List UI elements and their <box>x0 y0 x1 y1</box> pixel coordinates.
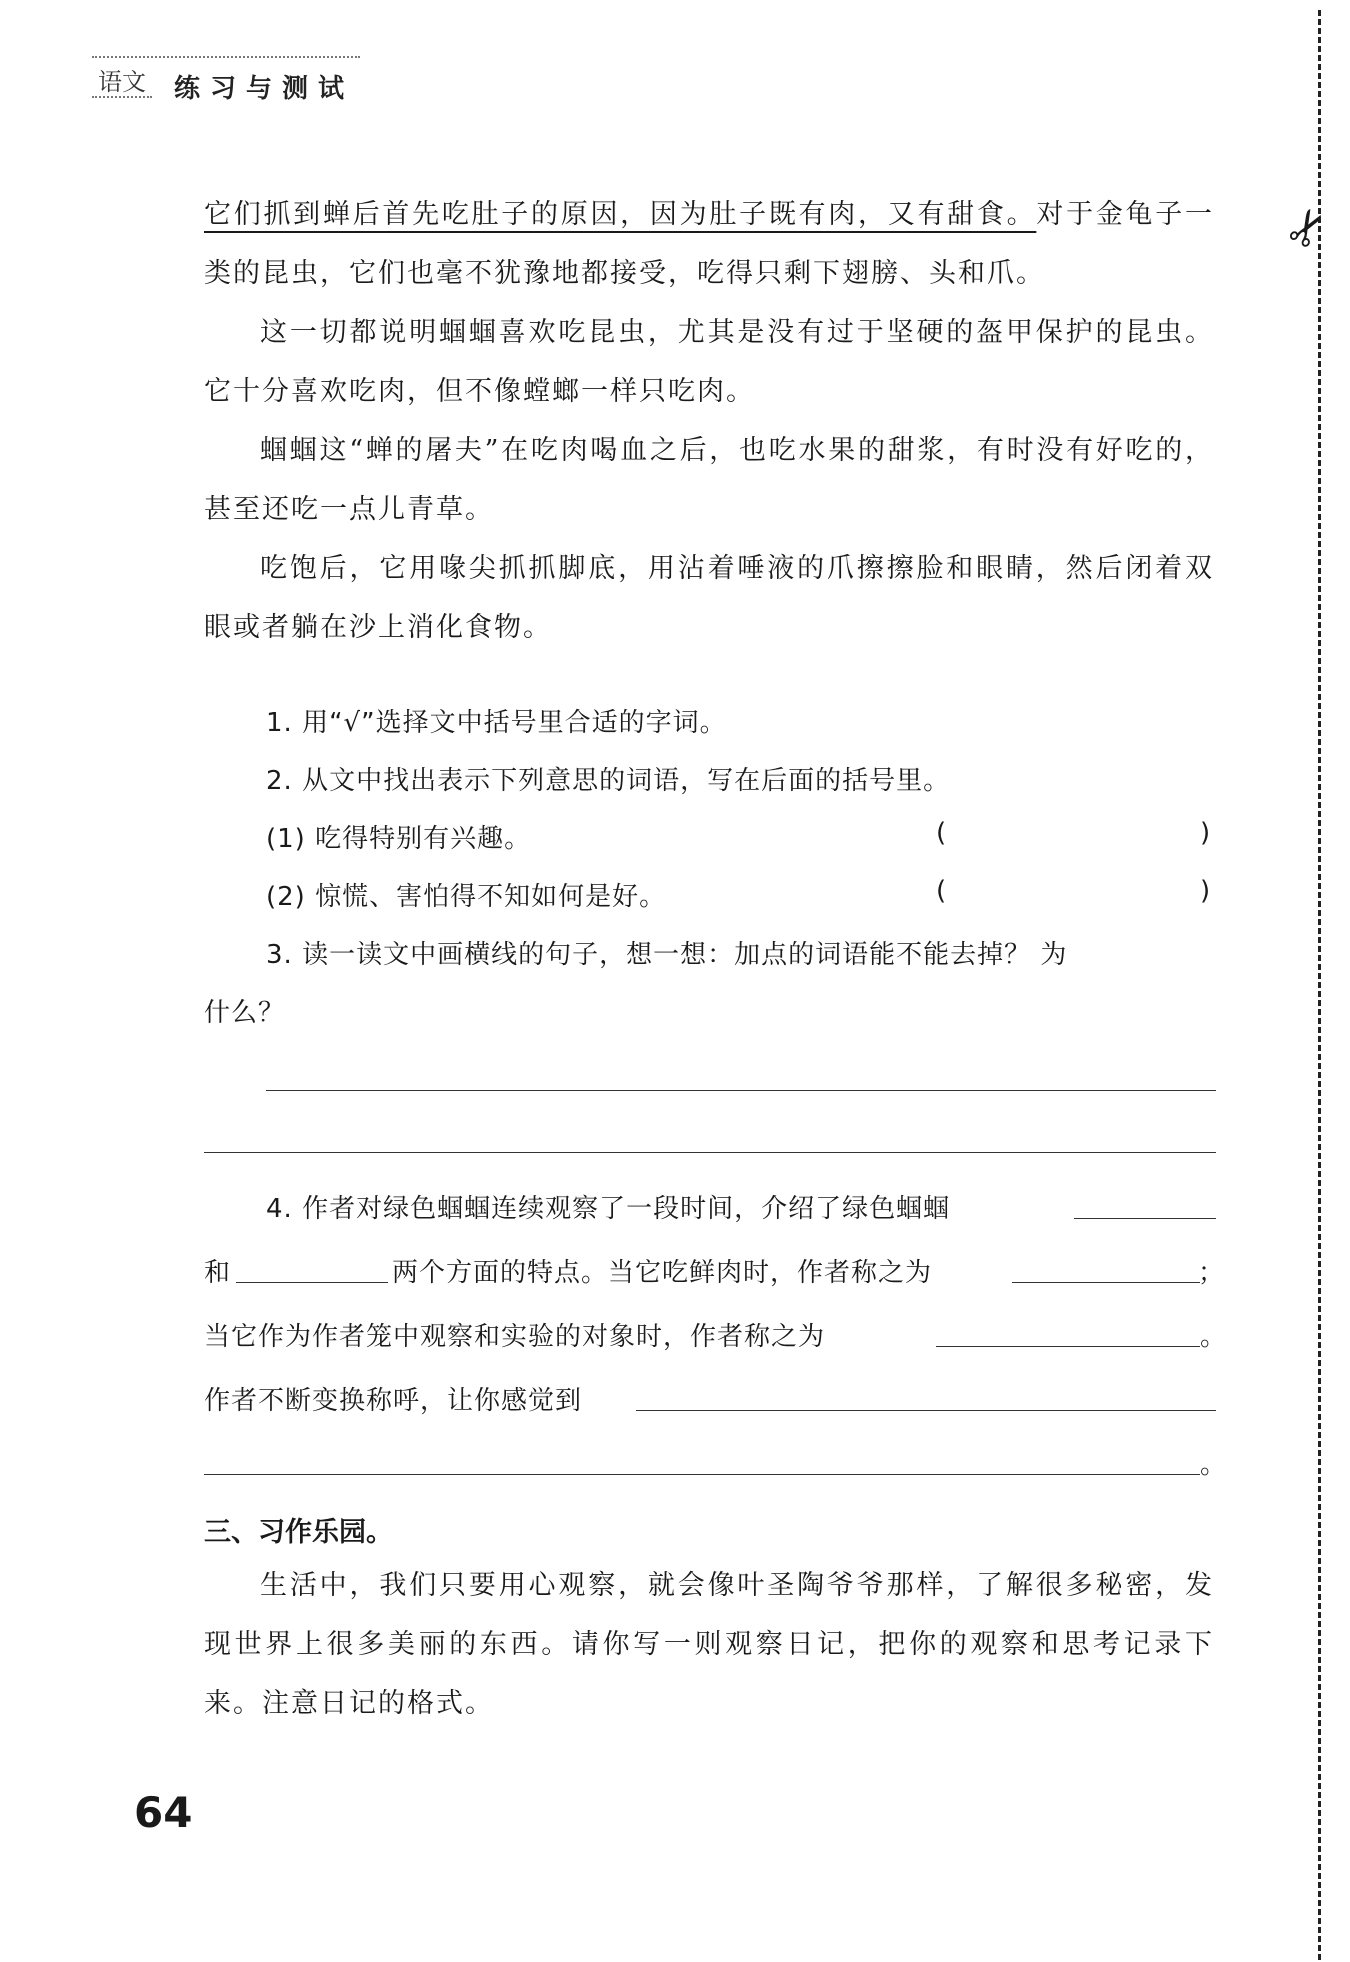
section-3-text: 生活中，我们只要用心观察，就会像叶圣陶爷爷那样，了解很多秘密，发现世界上很多美丽的东西。请你写一则观察日记，把你的观察和思考记录下来。注意日记的格式。 <box>204 1570 1214 1719</box>
passage-paragraph-1 <box>204 185 1214 303</box>
question-3-line-2: 什么？ <box>204 998 286 1028</box>
question-4-period: 。 <box>1200 1322 1228 1352</box>
blank-4a[interactable] <box>1074 1218 1216 1219</box>
blank-4d[interactable] <box>936 1346 1200 1347</box>
question-4-line-4: 作者不断变换称呼，让你感觉到 <box>204 1386 583 1416</box>
answer-line-3b[interactable] <box>204 1152 1216 1153</box>
answer-paren-close-2: ) <box>1200 876 1211 906</box>
passage-paragraph-2: 这一切都说明蝈蝈喜欢吃昆虫，尤其是没有过于坚硬的盔甲保护的昆虫。它十分喜欢吃肉，但不像螳螂一样只吃肉。 <box>204 317 1214 407</box>
blank-4f[interactable] <box>204 1474 1200 1475</box>
page-number: 64 <box>134 1788 193 1837</box>
header-dotted-rule <box>92 56 360 58</box>
question-2-item-2: (2) 惊慌、害怕得不知如何是好。 <box>266 882 667 912</box>
header-title: 练习与测试 <box>174 74 355 104</box>
question-4-end-period: 。 <box>1200 1450 1228 1480</box>
answer-paren-open-1: ( <box>936 818 947 848</box>
answer-paren-open-2: ( <box>936 876 947 906</box>
blank-4b[interactable] <box>236 1282 388 1283</box>
passage-paragraph-3: 蝈蝈这“蝉的屠夫”在吃肉喝血之后，也吃水果的甜浆，有时没有好吃的，甚至还吃一点儿青草。 <box>204 435 1214 525</box>
blank-4c[interactable] <box>1012 1282 1200 1283</box>
answer-field-2-1[interactable] <box>956 814 1196 850</box>
question-4-line-3: 当它作为作者笼中观察和实验的对象时，作者称之为 <box>204 1322 826 1352</box>
question-4-line-2: 两个方面的特点。当它吃鲜肉时，作者称之为 <box>392 1258 933 1288</box>
question-2-item-1: (1) 吃得特别有兴趣。 <box>266 824 532 854</box>
cut-line <box>1318 10 1321 1960</box>
section-3-heading: 三、习作乐园。 <box>204 1517 393 1548</box>
question-1: 1. 用“√”选择文中括号里合适的字词。 <box>266 708 727 738</box>
underlined-sentence: 它们抓到蝉后首先吃肚子的原因，因为肚子既有肉，又有甜食。 <box>204 199 1037 230</box>
question-3-line-1: 3. 读一读文中画横线的句子，想一想：加点的词语能不能去掉？ 为 <box>266 940 1068 970</box>
question-4-semicolon: ； <box>1198 1258 1226 1288</box>
question-4-line-1: 4. 作者对绿色蝈蝈连续观察了一段时间，介绍了绿色蝈蝈 <box>266 1194 951 1224</box>
blank-4e[interactable] <box>636 1410 1216 1411</box>
answer-field-2-2[interactable] <box>956 872 1196 908</box>
question-4-and: 和 <box>204 1258 232 1288</box>
paragraph-1-rest: 对于金龟子一类的昆虫，它们也毫不犹豫地都接受，吃得只剩下翅膀、头和爪。 <box>204 199 1215 289</box>
answer-paren-close-1: ) <box>1200 818 1211 848</box>
passage-paragraph-4: 吃饱后，它用喙尖抓抓脚底，用沾着唾液的爪擦擦脸和眼睛，然后闭着双眼或者躺在沙上消化食物。 <box>204 553 1214 643</box>
answer-line-3a[interactable] <box>266 1090 1216 1091</box>
scissors-icon: ✂ <box>1273 196 1343 260</box>
header-subject: 语文 <box>98 68 146 96</box>
question-2: 2. 从文中找出表示下列意思的词语，写在后面的括号里。 <box>266 766 951 796</box>
